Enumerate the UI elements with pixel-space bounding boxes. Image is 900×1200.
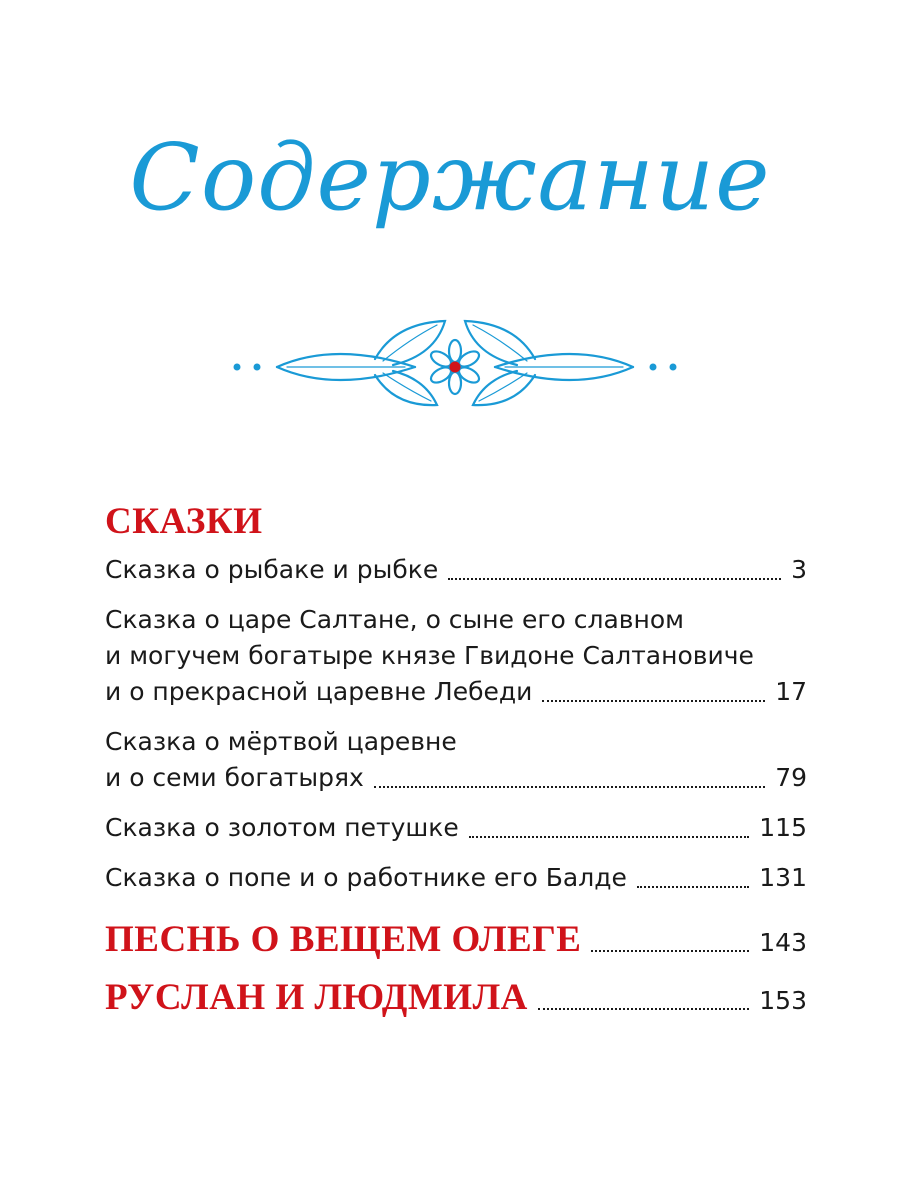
dot-leader — [538, 1007, 749, 1010]
entry-title-line: Сказка о мёртвой царевне — [105, 727, 457, 756]
page-number: 143 — [759, 928, 807, 957]
section-title-skazki: СКАЗКИ — [105, 501, 263, 542]
entry-title: Сказка о золотом петушке — [105, 813, 459, 842]
entry-title-line: Сказка о царе Салтане, о сыне его славном — [105, 605, 685, 634]
page-number: 3 — [791, 555, 807, 584]
page-number: 131 — [759, 863, 807, 892]
toc-entry-saltan[interactable] — [105, 602, 807, 710]
section-title-oleg: ПЕСНЬ О ВЕЩЕМ ОЛЕГЕ — [105, 919, 582, 960]
dot-leader — [591, 949, 749, 952]
entry-title: Сказка о рыбаке и рыбке — [105, 555, 439, 584]
toc-entry-tsarevna[interactable] — [105, 724, 807, 796]
dot-leader — [448, 577, 781, 580]
page-title: Содержание — [129, 124, 771, 231]
entry-title-line: и о семи богатырях — [105, 763, 364, 792]
toc-entry-balda[interactable] — [105, 860, 807, 896]
floral-ornament-icon — [225, 315, 685, 415]
entry-title-line: и о прекрасной царевне Лебеди — [105, 677, 533, 706]
toc-entry-petushok[interactable] — [105, 810, 807, 846]
page-number: 79 — [775, 763, 807, 792]
dot-leader — [469, 835, 750, 838]
dot-leader — [637, 885, 749, 888]
dot-leader — [542, 699, 765, 702]
table-of-contents — [105, 500, 807, 1020]
dot-leader — [374, 785, 765, 788]
section-title-ruslan: РУСЛАН И ЛЮДМИЛА — [105, 977, 528, 1018]
entry-title: Сказка о попе и о работнике его Балде — [105, 863, 627, 892]
toc-entry-rybak[interactable] — [105, 552, 807, 588]
page-number: 115 — [759, 813, 807, 842]
toc-entry-oleg[interactable] — [105, 918, 807, 962]
page-number: 17 — [775, 677, 807, 706]
page-number: 153 — [759, 986, 807, 1015]
entry-title-line: и могучем богатыре князе Гвидоне Салтановиче — [105, 641, 754, 670]
toc-entry-ruslan[interactable] — [105, 976, 807, 1020]
